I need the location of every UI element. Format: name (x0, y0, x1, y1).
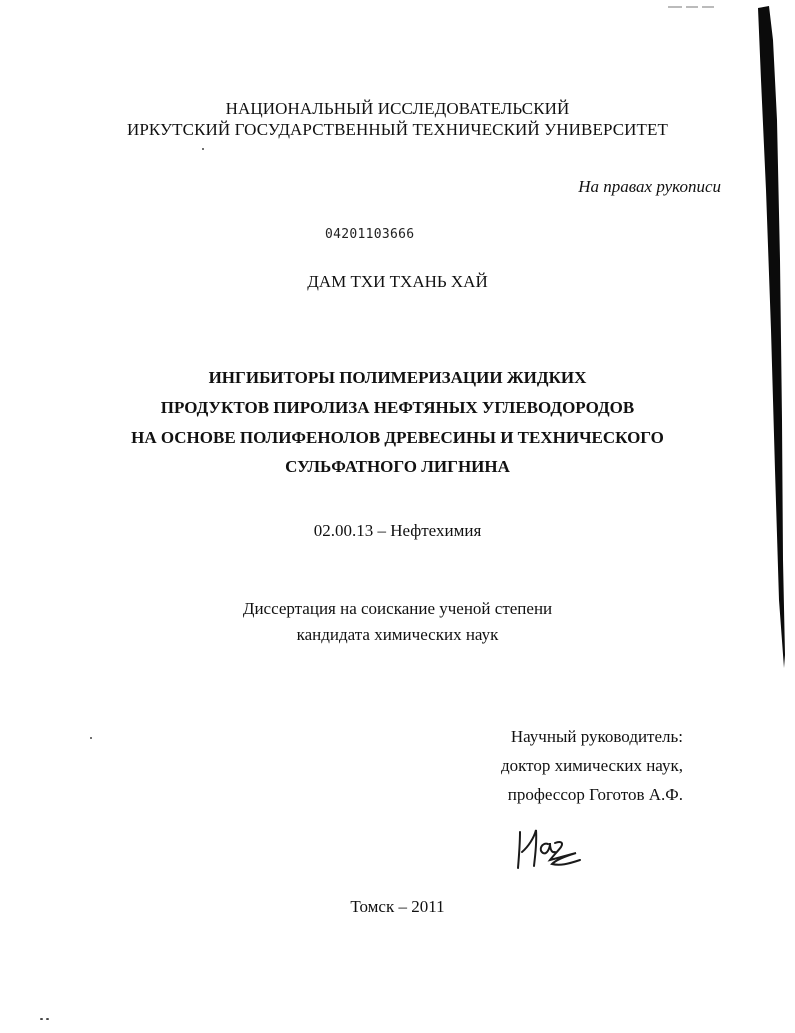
author-name: ДАМ ТХИ ТХАНЬ ХАЙ (307, 272, 488, 291)
supervisor-signature (512, 822, 592, 874)
university-line-2: ИРКУТСКИЙ ГОСУДАРСТВЕННЫЙ ТЕХНИЧЕСКИЙ УНИВЕРСИТЕТ (127, 120, 668, 139)
supervisor-role: Научный руководитель: (510, 727, 683, 746)
degree-line-2: кандидата химических наук (296, 625, 499, 644)
supervisor-degree: доктор химических наук, (500, 756, 683, 775)
thesis-title-line-4: СУЛЬФАТНОГО ЛИГНИНА (285, 457, 510, 476)
scan-speck (40, 1018, 43, 1020)
specialty: 02.00.13 – Нефтехимия (313, 521, 482, 540)
thesis-title-line-3: НА ОСНОВЕ ПОЛИФЕНОЛОВ ДРЕВЕСИНЫ И ТЕХНИЧЕСКОГО (131, 428, 664, 447)
scan-speck (90, 737, 92, 739)
scan-speck (202, 148, 204, 150)
rights-note: На правах рукописи (578, 177, 721, 196)
city-year: Томск – 2011 (350, 897, 445, 916)
registration-code: 04201103666 (325, 227, 415, 242)
degree-line-1: Диссертация на соискание ученой степени (242, 599, 553, 618)
thesis-title-line-1: ИНГИБИТОРЫ ПОЛИМЕРИЗАЦИИ ЖИДКИХ (208, 368, 587, 387)
scan-edge-marks (668, 4, 718, 10)
supervisor-name: профессор Гоготов А.Ф. (507, 785, 683, 804)
thesis-title-line-2: ПРОДУКТОВ ПИРОЛИЗА НЕФТЯНЫХ УГЛЕВОДОРОДОВ (160, 398, 635, 417)
scan-speck (46, 1018, 49, 1020)
university-line-1: НАЦИОНАЛЬНЫЙ ИССЛЕДОВАТЕЛЬСКИЙ (225, 99, 570, 118)
